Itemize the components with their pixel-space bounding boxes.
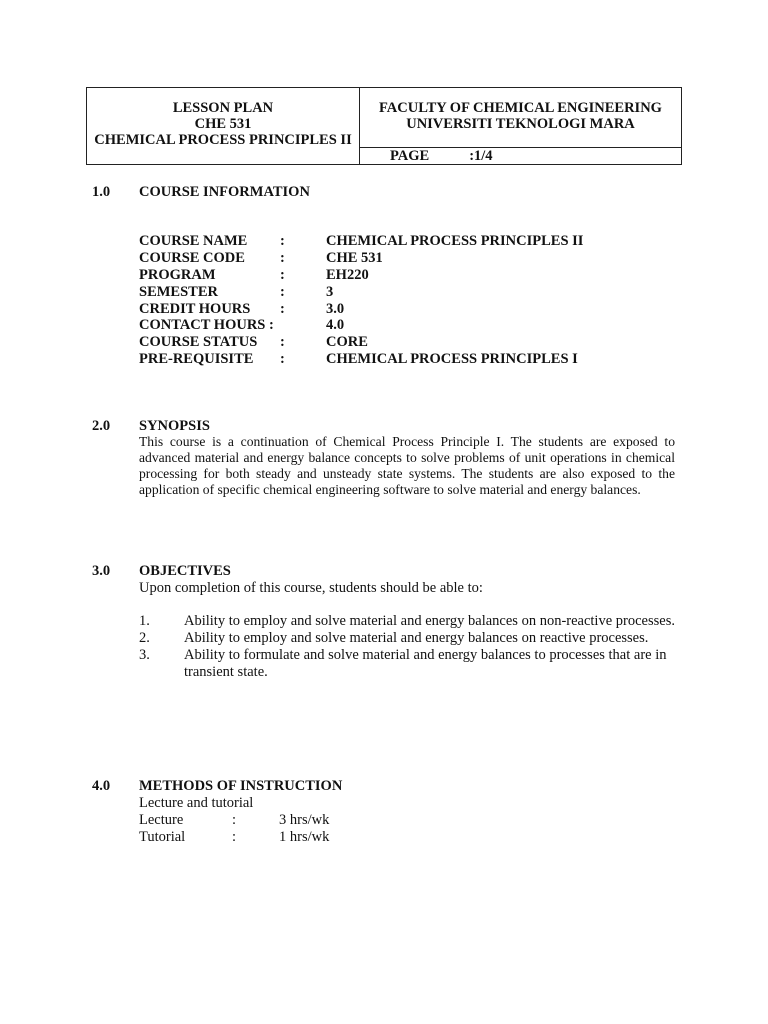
course-name-label: CHEMICAL PROCESS PRINCIPLES II [94, 132, 352, 148]
list-text: Ability to employ and solve material and energy balances on reactive processes. [184, 629, 649, 646]
info-value: CORE [326, 334, 368, 351]
info-value: 3 [326, 283, 334, 300]
info-label: PROGRAM [139, 266, 216, 283]
methods-value: 3 hrs/wk [279, 812, 330, 828]
section-4-title: METHODS OF INSTRUCTION [139, 778, 343, 794]
info-label: CREDIT HOURS [139, 300, 251, 317]
info-value: CHEMICAL PROCESS PRINCIPLES II [326, 233, 584, 249]
list-number: 3. [139, 646, 150, 663]
faculty-name: FACULTY OF CHEMICAL ENGINEERING [379, 100, 662, 116]
list-text: Ability to employ and solve material and energy balances on non-reactive processes. [184, 613, 675, 629]
info-colon: : [280, 351, 285, 368]
page-number: :1/4 [469, 148, 493, 164]
section-2-number: 2.0 [92, 418, 111, 434]
info-value: 4.0 [326, 317, 345, 334]
section-3-title: OBJECTIVES [139, 563, 231, 579]
section-1-title: COURSE INFORMATION [139, 184, 310, 200]
list-number: 1. [139, 613, 150, 629]
info-colon: : [280, 266, 285, 283]
lesson-plan-title-block [87, 100, 359, 148]
list-item [139, 647, 675, 681]
methods-colon: : [232, 829, 237, 845]
methods-row [139, 829, 330, 846]
section-3-number: 3.0 [92, 563, 111, 579]
info-label: COURSE STATUS [139, 334, 258, 351]
info-colon: : [280, 283, 285, 300]
objectives-intro: Upon completion of this course, students should be able to: [139, 580, 483, 596]
university-name: UNIVERSITI TEKNOLOGI MARA [406, 116, 635, 132]
methods-line: Lecture and tutorial [139, 795, 254, 811]
info-label: COURSE CODE [139, 249, 245, 266]
section-2-title: SYNOPSIS [139, 418, 210, 434]
info-value: CHEMICAL PROCESS PRINCIPLES I [326, 351, 578, 368]
course-code-label: CHE 531 [194, 116, 252, 132]
methods-value: 1 hrs/wk [279, 829, 330, 845]
document-header [86, 87, 682, 165]
info-value: EH220 [326, 266, 369, 283]
info-label: COURSE NAME [139, 233, 248, 249]
methods-label: Tutorial [139, 829, 186, 845]
faculty-block [360, 100, 681, 132]
page-label: PAGE [390, 148, 430, 164]
synopsis-text: This course is a continuation of Chemical Process Principle I. The students are exposed to advanced material and energy balance concepts to solve problems of unit operations in chemical processing for both steady and unsteady state systems. The students are also exposed to the application of specific chemical engineering software to solve material and energy balances. [139, 434, 675, 497]
info-colon: : [280, 249, 285, 266]
objectives-list [139, 613, 675, 681]
section-4-number: 4.0 [92, 778, 111, 794]
methods-colon: : [232, 812, 237, 828]
list-text: Ability to formulate and solve material and energy balances to processes that are in transient state. [184, 646, 667, 680]
info-value: 3.0 [326, 300, 345, 317]
page-indicator [390, 148, 493, 164]
methods-row [139, 812, 330, 829]
info-label: SEMESTER [139, 283, 218, 300]
info-value: CHE 531 [326, 249, 383, 266]
info-colon: : [280, 233, 285, 249]
list-item [139, 613, 675, 630]
info-label: CONTACT HOURS : [139, 317, 274, 334]
list-item [139, 630, 675, 647]
info-colon: : [280, 300, 285, 317]
info-label: PRE-REQUISITE [139, 351, 254, 368]
section-1-number: 1.0 [92, 184, 111, 200]
list-number: 2. [139, 629, 150, 646]
methods-block [139, 795, 330, 846]
methods-label: Lecture [139, 812, 184, 828]
info-colon: : [280, 334, 285, 351]
lesson-plan-label: LESSON PLAN [172, 100, 274, 116]
